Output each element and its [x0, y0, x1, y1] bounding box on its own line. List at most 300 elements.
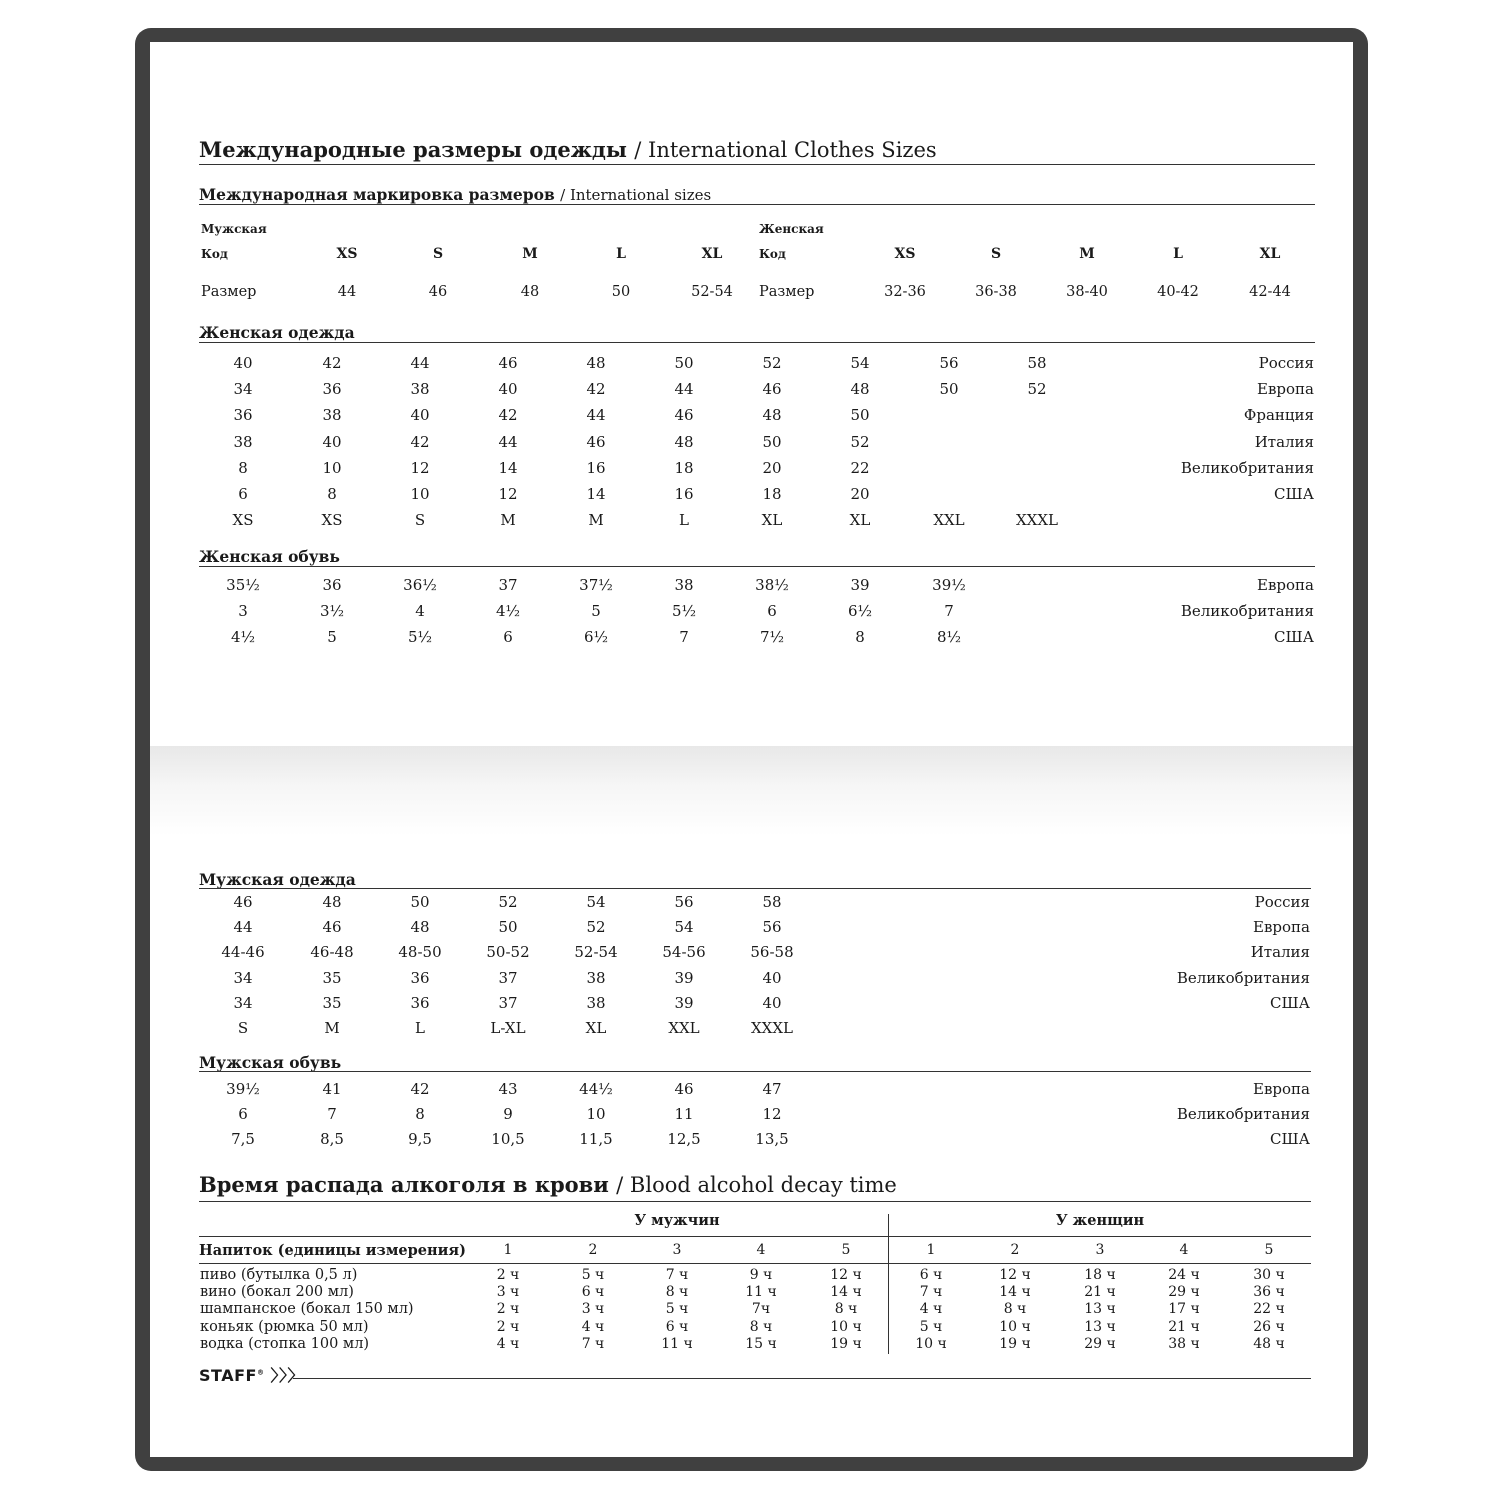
men-decay-time: 6 ч — [665, 1318, 689, 1335]
women-code-m: M — [1079, 246, 1095, 262]
men-decay-time: 5 ч — [581, 1267, 605, 1283]
women-decay-time: 26 ч — [1253, 1318, 1285, 1335]
size-cell: 8½ — [936, 628, 962, 647]
size-cell: L — [415, 1019, 425, 1037]
women-decay-time: 12 ч — [999, 1267, 1031, 1283]
size-cell: 46 — [674, 406, 694, 425]
size-cell: XXL — [933, 511, 965, 530]
table-row — [0, 354, 1500, 374]
size-cell: 50 — [410, 893, 430, 911]
alcohol-row — [0, 1336, 1500, 1353]
size-cell: 11,5 — [579, 1130, 613, 1149]
country-label: Великобритания — [1180, 458, 1314, 477]
size-cell: 34 — [233, 968, 253, 987]
size-cell: M — [588, 511, 604, 530]
women-decay-time: 24 ч — [1168, 1267, 1200, 1283]
men-decay-time: 8 ч — [665, 1284, 689, 1301]
men-size-value: 50 — [611, 284, 631, 300]
size-cell: 8,5 — [320, 1130, 344, 1149]
page-fold-shadow — [150, 746, 1353, 836]
size-cell: 48 — [586, 354, 606, 372]
intl-sizes-rule — [199, 204, 1315, 205]
size-cell: 11 — [674, 1105, 694, 1124]
size-cell: M — [500, 511, 516, 530]
men-decay-time: 5 ч — [665, 1301, 689, 1318]
size-cell: 44 — [674, 380, 694, 399]
women-code-xs: XS — [894, 246, 916, 262]
women-decay-time: 36 ч — [1253, 1284, 1285, 1301]
size-cell: XL — [761, 511, 783, 530]
size-cell: 40 — [498, 380, 518, 399]
size-cell: 48 — [322, 893, 342, 911]
men-code-xs: XS — [336, 246, 358, 262]
brand-reg: ® — [256, 1368, 265, 1377]
men-decay-time: 19 ч — [830, 1335, 862, 1352]
men-decay-time: 7 ч — [665, 1267, 689, 1283]
title-rule — [199, 164, 1315, 165]
size-cell: 38 — [233, 432, 253, 451]
size-cell: 36 — [322, 380, 342, 399]
size-cell: 46-48 — [310, 943, 354, 962]
size-cell: 10 — [586, 1105, 606, 1124]
size-cell: 50 — [674, 354, 694, 372]
size-cell: 5½ — [671, 602, 697, 621]
alcohol-men-group-rule — [199, 1236, 889, 1237]
size-cell: 3½ — [319, 602, 345, 621]
drink-label: шампанское (бокал 150 мл) — [200, 1301, 414, 1318]
size-cell: 20 — [762, 458, 782, 477]
women-code-s: S — [990, 246, 1002, 262]
country-label: Европа — [1257, 380, 1314, 399]
size-cell: 52 — [1027, 380, 1047, 399]
size-cell: 10 — [322, 458, 342, 477]
size-cell: 42 — [410, 1080, 430, 1098]
men-decay-time: 14 ч — [830, 1284, 862, 1301]
men-decay-time: 7ч — [751, 1301, 771, 1318]
women-shoes-rule — [199, 566, 1315, 567]
alcohol-women-column: 3 — [1095, 1242, 1105, 1258]
men-code-xl: XL — [701, 246, 723, 262]
size-cell: 8 — [415, 1105, 425, 1124]
size-cell: 52 — [498, 893, 518, 911]
table-row — [0, 1019, 1500, 1039]
size-cell: 48 — [762, 406, 782, 425]
size-cell: 35 — [322, 993, 342, 1012]
men-decay-time: 4 ч — [496, 1335, 520, 1352]
men-code-label: Код — [201, 247, 228, 261]
drink-label: коньяк (рюмка 50 мл) — [200, 1318, 369, 1335]
women-decay-time: 21 ч — [1168, 1318, 1200, 1335]
women-decay-time: 29 ч — [1168, 1284, 1200, 1301]
size-cell: 44 — [586, 406, 606, 425]
country-label: Великобритания — [1176, 1105, 1310, 1124]
table-row — [0, 918, 1500, 938]
size-cell: 6 — [238, 485, 248, 503]
women-decay-time: 14 ч — [999, 1284, 1031, 1301]
women-decay-time: 48 ч — [1253, 1335, 1285, 1352]
table-row — [0, 943, 1500, 963]
table-row — [0, 380, 1500, 400]
country-label: США — [1274, 485, 1314, 503]
alcohol-title-en: / Blood alcohol decay time — [616, 1173, 897, 1197]
men-clothes-rule — [199, 888, 1311, 889]
size-cell: 46 — [586, 432, 606, 451]
men-decay-time: 11 ч — [661, 1335, 693, 1352]
table-row — [0, 485, 1500, 505]
size-cell: 56-58 — [750, 943, 794, 962]
country-label: США — [1270, 1130, 1310, 1149]
size-cell: 3 — [238, 602, 248, 621]
size-cell: 44 — [498, 432, 518, 451]
size-cell: 37½ — [579, 576, 613, 594]
size-cell: XXL — [668, 1019, 700, 1037]
women-decay-time: 22 ч — [1253, 1301, 1285, 1318]
footer-rule — [293, 1378, 1311, 1379]
size-cell: 37 — [498, 968, 518, 987]
women-size-value: 32-36 — [884, 284, 926, 300]
table-row — [0, 602, 1500, 622]
size-cell: 39 — [850, 576, 870, 594]
women-clothes-rule — [199, 342, 1315, 343]
size-cell: 42 — [410, 432, 430, 451]
size-cell: 36½ — [403, 576, 437, 594]
country-label: Великобритания — [1180, 602, 1314, 621]
women-decay-time: 21 ч — [1084, 1284, 1116, 1301]
size-cell: 44 — [233, 918, 253, 937]
size-cell: 56 — [674, 893, 694, 911]
alcohol-row — [0, 1267, 1500, 1284]
alcohol-men-column: 3 — [672, 1242, 682, 1258]
size-cell: 48 — [674, 432, 694, 451]
men-code-s: S — [432, 246, 444, 262]
size-cell: 8 — [327, 485, 337, 503]
alcohol-men-column: 4 — [756, 1242, 766, 1258]
alcohol-title — [199, 1172, 897, 1197]
size-cell: 16 — [586, 458, 606, 477]
alcohol-women-group: У женщин — [1055, 1212, 1145, 1229]
women-decay-time: 29 ч — [1084, 1335, 1116, 1352]
brand-mark-icon: 〉〉〉 — [270, 1366, 305, 1385]
size-cell: 8 — [855, 628, 865, 647]
size-cell: 48-50 — [398, 943, 442, 962]
size-cell: 6½ — [847, 602, 873, 621]
country-label: Европа — [1257, 576, 1314, 594]
women-code-xl: XL — [1259, 246, 1281, 262]
size-cell: 38 — [586, 993, 606, 1012]
size-cell: 10,5 — [491, 1130, 525, 1149]
alcohol-title-rule — [199, 1201, 1311, 1202]
alcohol-women-column: 5 — [1264, 1242, 1274, 1258]
size-cell: 6½ — [583, 628, 609, 647]
men-size-value: 46 — [428, 284, 448, 300]
size-cell: 39 — [674, 968, 694, 987]
alcohol-row — [0, 1301, 1500, 1318]
country-label: Россия — [1254, 893, 1310, 911]
size-cell: 7 — [944, 602, 954, 621]
size-cell: 46 — [322, 918, 342, 937]
size-cell: 4½ — [230, 628, 256, 647]
staff-logo — [199, 1363, 304, 1386]
men-decay-time: 3 ч — [496, 1284, 520, 1301]
women-decay-time: 38 ч — [1168, 1335, 1200, 1352]
page-title-en: / International Clothes Sizes — [634, 138, 937, 162]
size-cell: 58 — [1027, 354, 1047, 372]
women-code-l: L — [1173, 246, 1183, 262]
women-size-value: 36-38 — [975, 284, 1017, 300]
country-label: США — [1274, 628, 1314, 647]
size-cell: 20 — [850, 485, 870, 503]
size-cell: 6 — [238, 1105, 248, 1124]
size-cell: 34 — [233, 993, 253, 1012]
size-cell: XL — [849, 511, 871, 530]
women-decay-time: 6 ч — [919, 1267, 943, 1283]
table-row — [0, 1130, 1500, 1150]
size-cell: 7 — [679, 628, 689, 647]
table-row — [0, 511, 1500, 531]
women-decay-time: 19 ч — [999, 1335, 1031, 1352]
size-cell: XL — [585, 1019, 607, 1037]
size-cell: 12 — [410, 458, 430, 477]
size-cell: 41 — [322, 1080, 342, 1098]
size-cell: 48 — [410, 918, 430, 937]
size-cell: 5 — [327, 628, 337, 647]
alcohol-women-column: 1 — [926, 1242, 936, 1258]
size-cell: 54 — [850, 354, 870, 372]
alcohol-men-column: 1 — [503, 1242, 513, 1258]
women-decay-time: 10 ч — [999, 1318, 1031, 1335]
size-cell: 18 — [674, 458, 694, 477]
men-decay-time: 12 ч — [830, 1267, 862, 1283]
size-cell: 58 — [762, 893, 782, 911]
size-cell: 36 — [410, 968, 430, 987]
size-cell: 40 — [762, 993, 782, 1012]
size-cell: XXXL — [751, 1019, 793, 1037]
men-clothes-title: Мужская одежда — [199, 870, 356, 889]
size-cell: 36 — [322, 576, 342, 594]
women-decay-time: 18 ч — [1084, 1267, 1116, 1283]
table-row — [0, 459, 1500, 479]
table-row — [0, 969, 1500, 989]
women-size-value: 42-44 — [1249, 284, 1291, 300]
men-size-value: 48 — [520, 284, 540, 300]
size-cell: 38 — [586, 968, 606, 987]
size-cell: S — [414, 511, 426, 530]
men-decay-time: 9 ч — [749, 1267, 773, 1283]
men-decay-time: 8 ч — [834, 1301, 858, 1318]
size-cell: 13,5 — [755, 1130, 789, 1149]
size-cell: 34 — [233, 380, 253, 399]
men-decay-time: 2 ч — [496, 1318, 520, 1335]
drink-label: пиво (бутылка 0,5 л) — [200, 1267, 358, 1283]
size-cell: 38 — [410, 380, 430, 399]
page-title — [199, 137, 937, 162]
size-cell: 52 — [850, 432, 870, 451]
size-cell: 7 — [327, 1105, 337, 1124]
alcohol-row — [0, 1319, 1500, 1336]
size-cell: 46 — [762, 380, 782, 399]
size-cell: 50-52 — [486, 943, 530, 962]
size-cell: 48 — [850, 380, 870, 399]
women-code-label: Код — [759, 247, 786, 261]
size-cell: 38½ — [755, 576, 789, 594]
size-cell: XXXL — [1016, 511, 1058, 530]
table-row — [0, 628, 1500, 648]
size-cell: 22 — [850, 458, 870, 477]
size-cell: 12 — [498, 485, 518, 503]
men-size-label: Размер — [201, 284, 257, 300]
size-cell: 46 — [498, 354, 518, 372]
size-cell: 40 — [233, 354, 253, 372]
table-row — [0, 576, 1500, 596]
size-cell: 14 — [498, 458, 518, 477]
country-label: Франция — [1243, 406, 1314, 425]
men-code-l: L — [616, 246, 626, 262]
men-shoes-rule — [199, 1071, 1311, 1072]
table-row — [0, 994, 1500, 1014]
drink-label: водка (стопка 100 мл) — [200, 1335, 370, 1352]
size-cell: 36 — [410, 993, 430, 1012]
intl-sizes-title-ru: Международная маркировка размеров — [199, 185, 555, 204]
men-intl-label: Мужская — [201, 222, 267, 236]
size-cell: 9 — [503, 1105, 513, 1124]
size-cell: 54 — [586, 893, 606, 911]
size-cell: 52 — [762, 354, 782, 372]
drink-label: вино (бокал 200 мл) — [200, 1284, 354, 1301]
size-cell: L-XL — [490, 1019, 526, 1037]
size-cell: 7½ — [759, 628, 785, 647]
country-label: Италия — [1254, 432, 1314, 451]
size-cell: 40 — [762, 968, 782, 987]
country-label: Великобритания — [1176, 968, 1310, 987]
size-cell: 5 — [591, 602, 601, 621]
country-label: Россия — [1258, 354, 1314, 372]
size-cell: 52 — [586, 918, 606, 937]
women-shoes-title: Женская обувь — [199, 547, 340, 566]
men-decay-time: 7 ч — [581, 1335, 605, 1352]
men-size-value: 44 — [337, 284, 357, 300]
size-cell: 54 — [674, 918, 694, 937]
alcohol-women-column: 2 — [1010, 1242, 1020, 1258]
table-row — [0, 893, 1500, 913]
size-cell: 42 — [586, 380, 606, 399]
women-decay-time: 13 ч — [1084, 1318, 1116, 1335]
size-cell: 54-56 — [662, 943, 706, 962]
size-cell: 16 — [674, 485, 694, 503]
size-cell: 4½ — [495, 602, 521, 621]
size-cell: 14 — [586, 485, 606, 503]
women-decay-time: 8 ч — [1003, 1301, 1027, 1318]
alcohol-column-header-row — [0, 1242, 1500, 1262]
size-cell: 40 — [322, 432, 342, 451]
women-decay-time: 17 ч — [1168, 1301, 1200, 1318]
men-decay-time: 15 ч — [745, 1335, 777, 1352]
women-decay-time: 4 ч — [919, 1301, 943, 1318]
size-cell: L — [679, 511, 689, 530]
size-cell: 50 — [939, 380, 959, 399]
men-shoes-title: Мужская обувь — [199, 1053, 342, 1072]
size-cell: 12 — [762, 1105, 782, 1124]
size-cell: 42 — [498, 406, 518, 425]
men-size-value: 52-54 — [691, 284, 733, 300]
men-decay-time: 8 ч — [749, 1318, 773, 1335]
men-decay-time: 6 ч — [581, 1284, 605, 1301]
size-cell: 39 — [674, 993, 694, 1012]
women-decay-time: 7 ч — [919, 1284, 943, 1301]
size-cell: 4 — [415, 602, 425, 621]
women-decay-time: 5 ч — [919, 1318, 943, 1335]
size-cell: 6 — [767, 602, 777, 621]
size-cell: 35 — [322, 968, 342, 987]
table-row — [0, 406, 1500, 426]
men-decay-time: 3 ч — [581, 1301, 605, 1318]
alcohol-women-column: 4 — [1179, 1242, 1189, 1258]
alcohol-row — [0, 1284, 1500, 1301]
size-cell: M — [324, 1019, 340, 1037]
size-cell: 46 — [674, 1080, 694, 1098]
alcohol-header-rule — [199, 1263, 1311, 1264]
alcohol-women-group-rule — [889, 1236, 1311, 1237]
women-size-label: Размер — [759, 284, 815, 300]
men-decay-time: 10 ч — [830, 1318, 862, 1335]
women-intl-label: Женская — [759, 222, 824, 236]
men-decay-time: 11 ч — [745, 1284, 777, 1301]
alcohol-men-column: 2 — [588, 1242, 598, 1258]
size-cell: 39½ — [226, 1080, 260, 1098]
size-cell: 44-46 — [221, 943, 265, 962]
size-cell: 6 — [503, 628, 513, 647]
women-size-value: 38-40 — [1066, 284, 1108, 300]
brand-name: STAFF — [199, 1366, 257, 1385]
alcohol-men-column: 5 — [841, 1242, 851, 1258]
men-decay-time: 4 ч — [581, 1318, 605, 1335]
size-cell: 42 — [322, 354, 342, 372]
intl-sizes-title — [199, 185, 711, 204]
men-decay-time: 2 ч — [496, 1301, 520, 1318]
men-code-m: M — [522, 246, 538, 262]
country-label: США — [1270, 993, 1310, 1012]
alcohol-drink-header: Напиток (единицы измерения) — [199, 1242, 466, 1259]
women-clothes-title: Женская одежда — [199, 323, 355, 342]
page-title-ru: Международные размеры одежды — [199, 137, 627, 162]
men-decay-time: 2 ч — [496, 1267, 520, 1283]
size-cell: 44½ — [579, 1080, 613, 1098]
size-cell: 8 — [238, 458, 248, 477]
alcohol-men-group: У мужчин — [634, 1212, 720, 1229]
size-cell: 56 — [762, 918, 782, 937]
country-label: Европа — [1253, 918, 1310, 937]
size-cell: 5½ — [407, 628, 433, 647]
table-row — [0, 1105, 1500, 1125]
size-cell: S — [237, 1019, 249, 1037]
size-cell: 37 — [498, 576, 518, 594]
size-cell: 50 — [498, 918, 518, 937]
size-cell: 50 — [762, 432, 782, 451]
alcohol-title-ru: Время распада алкоголя в крови — [199, 1172, 609, 1197]
size-cell: 37 — [498, 993, 518, 1012]
size-cell: XS — [232, 511, 254, 530]
size-cell: 38 — [322, 406, 342, 425]
size-cell: 10 — [410, 485, 430, 503]
size-cell: 43 — [498, 1080, 518, 1098]
size-cell: XS — [321, 511, 343, 530]
country-label: Италия — [1250, 943, 1310, 962]
size-cell: 50 — [850, 406, 870, 425]
size-cell: 18 — [762, 485, 782, 503]
table-row — [0, 433, 1500, 453]
size-cell: 56 — [939, 354, 959, 372]
size-cell: 9,5 — [408, 1130, 432, 1149]
intl-sizes-title-en: / International sizes — [560, 186, 712, 204]
